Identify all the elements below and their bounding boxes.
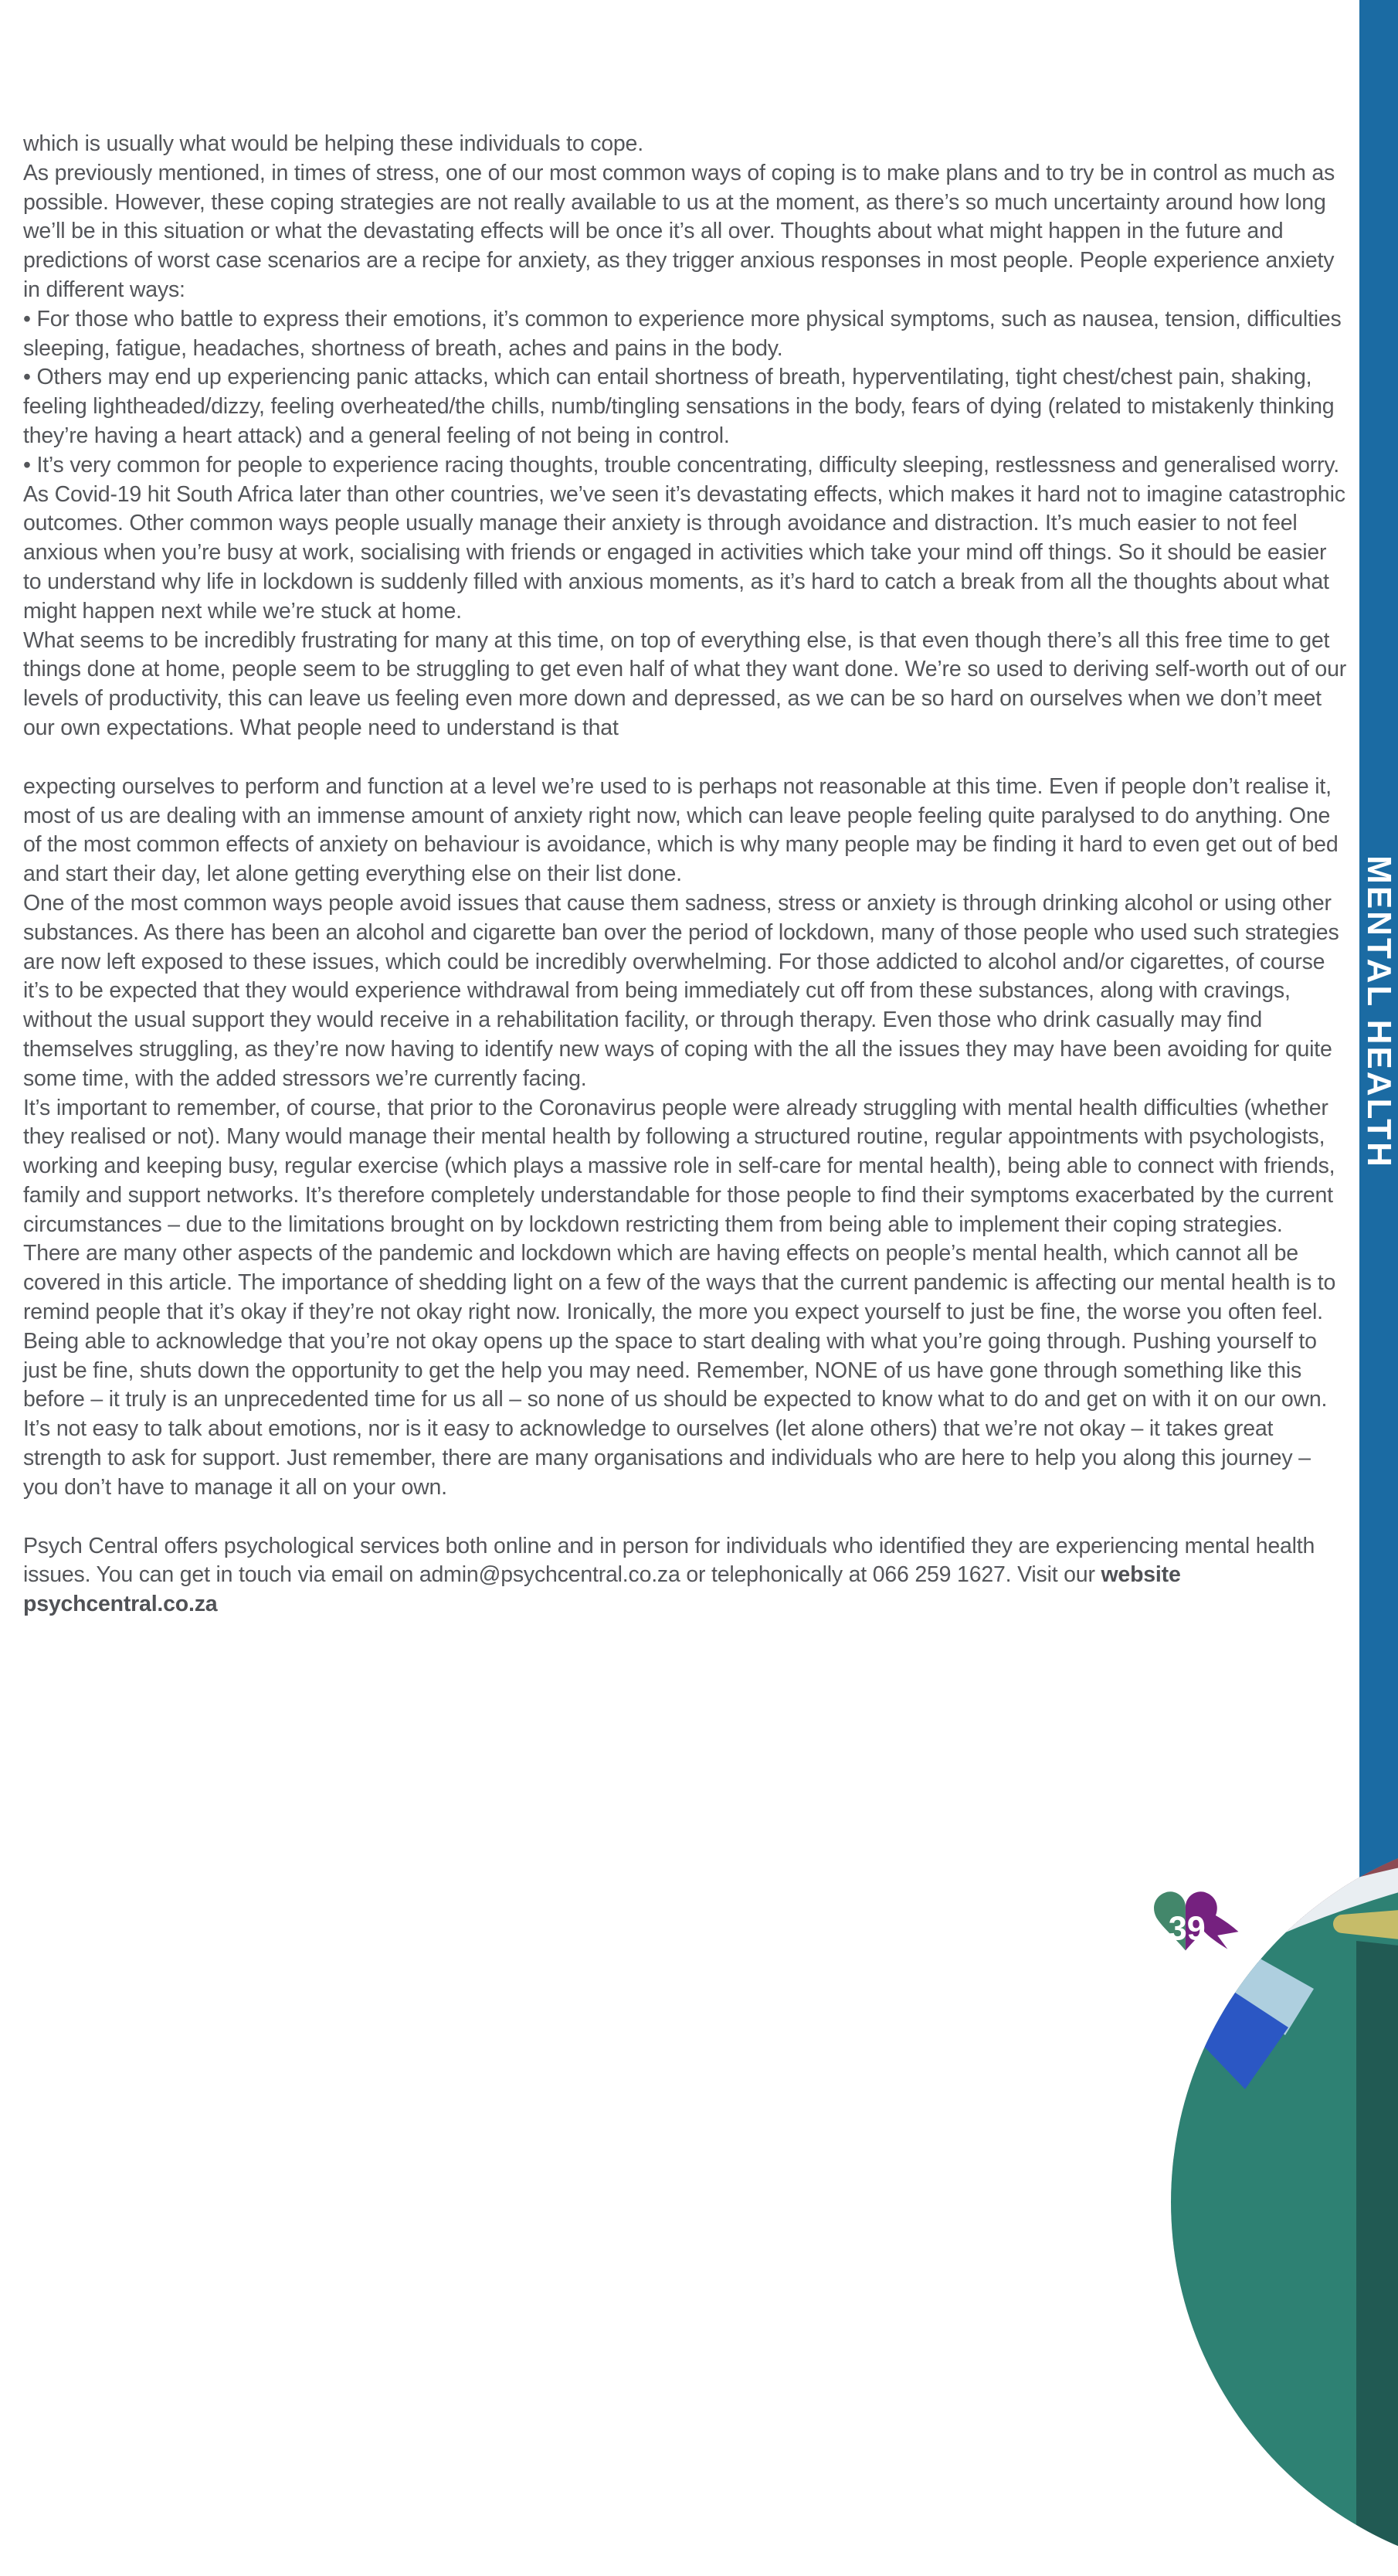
paragraph: As Covid-19 hit South Africa later than other countries, we’ve seen it’s devastating effects, which makes it hard not to imagine catastrophic outcomes. Other common ways people usually manage their anxiety is through avoidance and distraction. It’s much easier to not feel anxious when you’re busy at work, socialising with friends or engaged in activities which take your mind off things. So it should be easier to understand why life in lockdown is suddenly filled with anxious moments, as it’s hard to catch a break from all the thoughts about what might happen next while we’re stuck at home. xyxy=(23,481,1345,624)
paragraph-spacer xyxy=(23,743,1349,773)
heart-icon xyxy=(1149,1885,1244,1958)
closing-text: Psych Central offers psychological services both online and in person for individuals who identified they are experiencing mental health issues. You can get in touch via email on admin@psychcentral.co.za or telephonically at 066 259 1627. Visit our xyxy=(23,1533,1315,1588)
paragraph: which is usually what would be helping these individuals to cope. xyxy=(23,131,643,156)
bullet-paragraph: • It’s very common for people to experience racing thoughts, trouble concentrating, difficulty sleeping, restlessness and generalised worry. xyxy=(23,452,1339,477)
paragraph: It’s important to remember, of course, that prior to the Coronavirus people were already struggling with mental health difficulties (whether they realised or not). Many would manage their mental health by following a structured routine, regular appointments with psychologists, working and keeping busy, regular exercise (which plays a massive role in self-care for mental health), being able to connect with friends, family and support networks. It’s therefore completely understandable for those people to find their symptoms exacerbated by the current circumstances – due to the limitations brought on by lockdown restricting them from being able to implement their coping strategies. xyxy=(23,1095,1335,1237)
page-number: 39 xyxy=(1168,1910,1206,1948)
paragraph-spacer xyxy=(23,1503,1349,1532)
page-number-heart-badge xyxy=(1149,1885,1244,1958)
website-bold-text: website psychcentral.co.za xyxy=(23,1562,1181,1617)
article-body xyxy=(23,130,1349,1619)
section-title-vertical: MENTAL HEALTH xyxy=(1360,855,1398,1169)
paragraph: One of the most common ways people avoid issues that cause them sadness, stress or anxiety is through drinking alcohol or using other substances. As there has been an alcohol and cigarette ban over the period of lockdown, many of those people who used such strategies are now left exposed to these issues, which could be incredibly overwhelming. For those addicted to alcohol and/or cigarettes, of course it’s to be expected that they would experience withdrawal from being immediately cut off from these substances, along with cravings, without the usual support they would receive in a rehabilitation facility, or through therapy. Even those who drink casually may find themselves struggling, as they’re now having to identify new ways of coping with the all the issues they may have been avoiding for quite some time, with the added stressors we’re currently facing. xyxy=(23,890,1339,1091)
paragraph: expecting ourselves to perform and function at a level we’re used to is perhaps not reasonable at this time. Even if people don’t realise it, most of us are dealing with an immense amount of anxiety right now, which can leave people feeling quite paralysed to do anything. One of the most common effects of anxiety on behaviour is avoidance, which is why many people may be finding it hard to even get out of bed and start their day, let alone getting everything else on their list done. xyxy=(23,773,1339,887)
bullet-paragraph: • Others may end up experiencing panic attacks, which can entail shortness of breath, hyperventilating, tight chest/chest pain, shaking, feeling lightheaded/dizzy, feeling overheated/the chills, numb/tingling sensations in the body, fears of dying (related to mistakenly thinking they’re having a heart attack) and a general feeling of not being in control. xyxy=(23,365,1335,448)
paragraph: There are many other aspects of the pandemic and lockdown which are having effects on people’s mental health, which cannot all be covered in this article. The importance of shedding light on a few of the ways that the current pandemic is affecting our mental health is to remind people that it’s okay if they’re not okay right now. Ironically, the more you expect yourself to just be fine, the worse you often feel. Being able to acknowledge that you’re not okay opens up the space to start dealing with what you’re going through. Pushing yourself to just be fine, shuts down the opportunity to get the help you may need. Remember, NONE of us have gone through something like this before – it truly is an unprecedented time for us all – so none of us should be expected to know what to do and get on with it on our own. It’s not easy to talk about emotions, nor is it easy to acknowledge to ourselves (let alone others) that we’re not okay – it takes great strength to ask for support. Just remember, there are many organisations and individuals who are here to help you along this journey – you don’t have to manage it all on your own. xyxy=(23,1241,1336,1500)
closing-paragraph xyxy=(23,1532,1349,1619)
paragraph: As previously mentioned, in times of stress, one of our most common ways of coping is to make plans and to try be in control as much as possible. However, these coping strategies are not really available to us at the moment, as there’s so much uncertainty around how long we’ll be in this situation or what the devastating effects will be once it’s all over. Thoughts about what might happen in the future and predictions of worst case scenarios are a recipe for anxiety, as they trigger anxious responses in most people. People experience anxiety in different ways: xyxy=(23,160,1335,302)
section-sidebar xyxy=(1359,0,1398,1978)
paragraph: What seems to be incredibly frustrating for many at this time, on top of everything else, is that even though there’s all this free time to get things done at home, people seem to be struggling to get even half of what they want done. We’re so used to deriving self-worth out of our levels of productivity, this can leave us feeling even more down and depressed, as we can be so hard on ourselves when we don’t meet our own expectations. What people need to understand is that xyxy=(23,627,1347,740)
bullet-paragraph: • For those who battle to express their emotions, it’s common to experience more physical symptoms, such as nausea, tension, difficulties sleeping, fatigue, headaches, shortness of breath, aches and pains in the body. xyxy=(23,306,1342,361)
